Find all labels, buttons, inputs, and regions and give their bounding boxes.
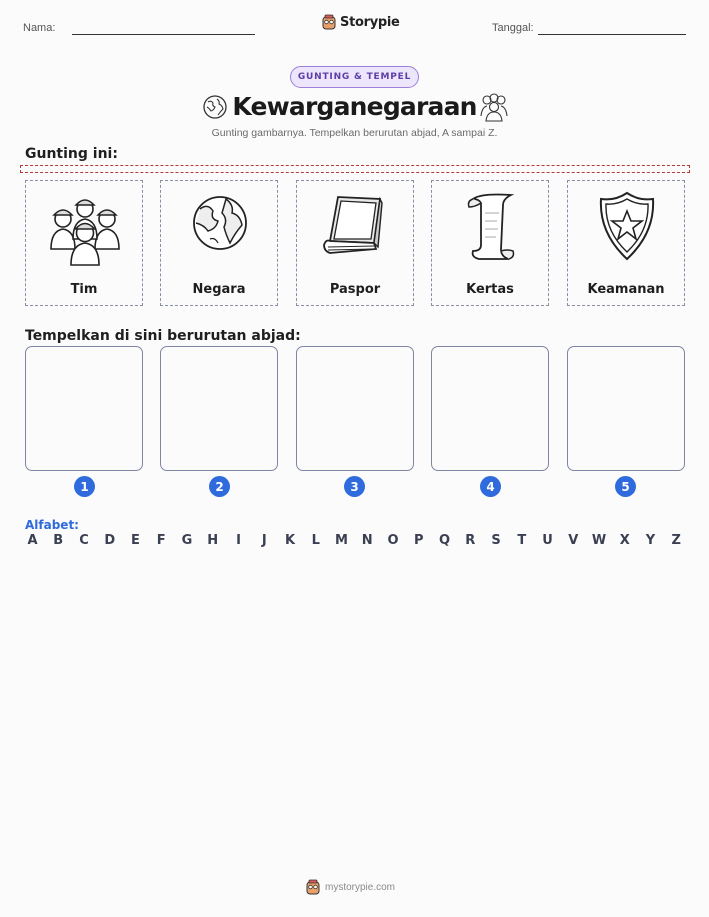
activity-badge: GUNTING & TEMPEL	[290, 66, 419, 88]
alphabet-letter: J	[261, 533, 267, 548]
page-title: Kewarganegaraan	[232, 92, 477, 121]
cut-card-kertas[interactable]	[431, 180, 549, 306]
brand-logo	[322, 14, 400, 30]
card-label: Kertas	[466, 282, 514, 297]
alphabet-letter: E	[131, 533, 140, 548]
alphabet-letter: O	[387, 533, 399, 548]
paste-slot-4[interactable]	[431, 346, 549, 471]
footer	[306, 879, 395, 895]
alphabet-letter: T	[517, 533, 527, 548]
card-label: Paspor	[329, 282, 381, 297]
cut-section-title: Gunting ini:	[25, 146, 118, 162]
paste-section-title: Tempelkan di sini berurutan abjad:	[25, 328, 301, 344]
alphabet-letter: H	[207, 533, 219, 548]
slot-number-5: 5	[615, 476, 636, 497]
alphabet-letter: L	[311, 533, 320, 548]
cut-card-tim[interactable]	[25, 180, 143, 306]
card-label: Negara	[192, 282, 246, 297]
alphabet-letter: R	[465, 533, 476, 548]
alphabet-letter: Y	[645, 533, 656, 548]
globe-icon	[180, 187, 260, 267]
card-label: Tim	[70, 282, 98, 297]
alphabet-letter: M	[335, 533, 348, 548]
alphabet-letter: A	[27, 533, 38, 548]
storypie-mascot-icon	[306, 879, 320, 895]
date-label: Tanggal:	[492, 22, 534, 34]
footer-url[interactable]: mystorypie.com	[325, 881, 396, 893]
alphabet-letter: F	[156, 533, 166, 548]
storypie-mascot-icon	[322, 14, 336, 30]
alphabet-letter: X	[619, 533, 630, 548]
alphabet-letter: Z	[671, 533, 681, 548]
alphabet-title: Alfabet:	[25, 518, 79, 532]
paste-slot-2[interactable]	[160, 346, 278, 471]
cut-card-paspor[interactable]	[296, 180, 414, 306]
instructions: Gunting gambarnya. Tempelkan berurutan abjad, A sampai Z.	[211, 127, 498, 139]
slot-number-4: 4	[480, 476, 501, 497]
alphabet-letter: N	[361, 533, 373, 548]
paste-slot-1[interactable]	[25, 346, 143, 471]
brand-name: Storypie	[340, 14, 400, 30]
passport-book-icon	[316, 187, 396, 267]
team-icon	[45, 187, 125, 267]
alphabet-letter: C	[79, 533, 89, 548]
alphabet-letter: D	[104, 533, 116, 548]
alphabet-row	[25, 533, 684, 551]
slot-number-2: 2	[209, 476, 230, 497]
paste-slot-5[interactable]	[567, 346, 685, 471]
alphabet-letter: G	[181, 533, 193, 548]
alphabet-letter: Q	[438, 533, 451, 548]
alphabet-letter: S	[491, 533, 501, 548]
title-row	[0, 92, 709, 124]
name-label: Nama:	[23, 22, 56, 34]
cut-card-negara[interactable]	[160, 180, 278, 306]
cut-line	[20, 165, 690, 173]
slot-number-3: 3	[344, 476, 365, 497]
alphabet-letter: P	[413, 533, 424, 548]
worksheet-header	[0, 14, 709, 38]
date-field[interactable]	[538, 34, 686, 35]
card-label: Keamanan	[587, 282, 665, 297]
alphabet-letter: I	[236, 533, 241, 548]
alphabet-letter: V	[568, 533, 579, 548]
alphabet-letter: K	[284, 533, 296, 548]
paste-slot-3[interactable]	[296, 346, 414, 471]
alphabet-letter: B	[53, 533, 64, 548]
team-icon	[478, 92, 510, 122]
cut-card-keamanan[interactable]	[567, 180, 685, 306]
name-field[interactable]	[72, 34, 255, 35]
alphabet-letter: W	[591, 533, 607, 548]
paper-scroll-icon	[451, 187, 531, 267]
alphabet-letter: U	[542, 533, 553, 548]
shield-star-icon	[587, 187, 667, 267]
slot-number-1: 1	[74, 476, 95, 497]
